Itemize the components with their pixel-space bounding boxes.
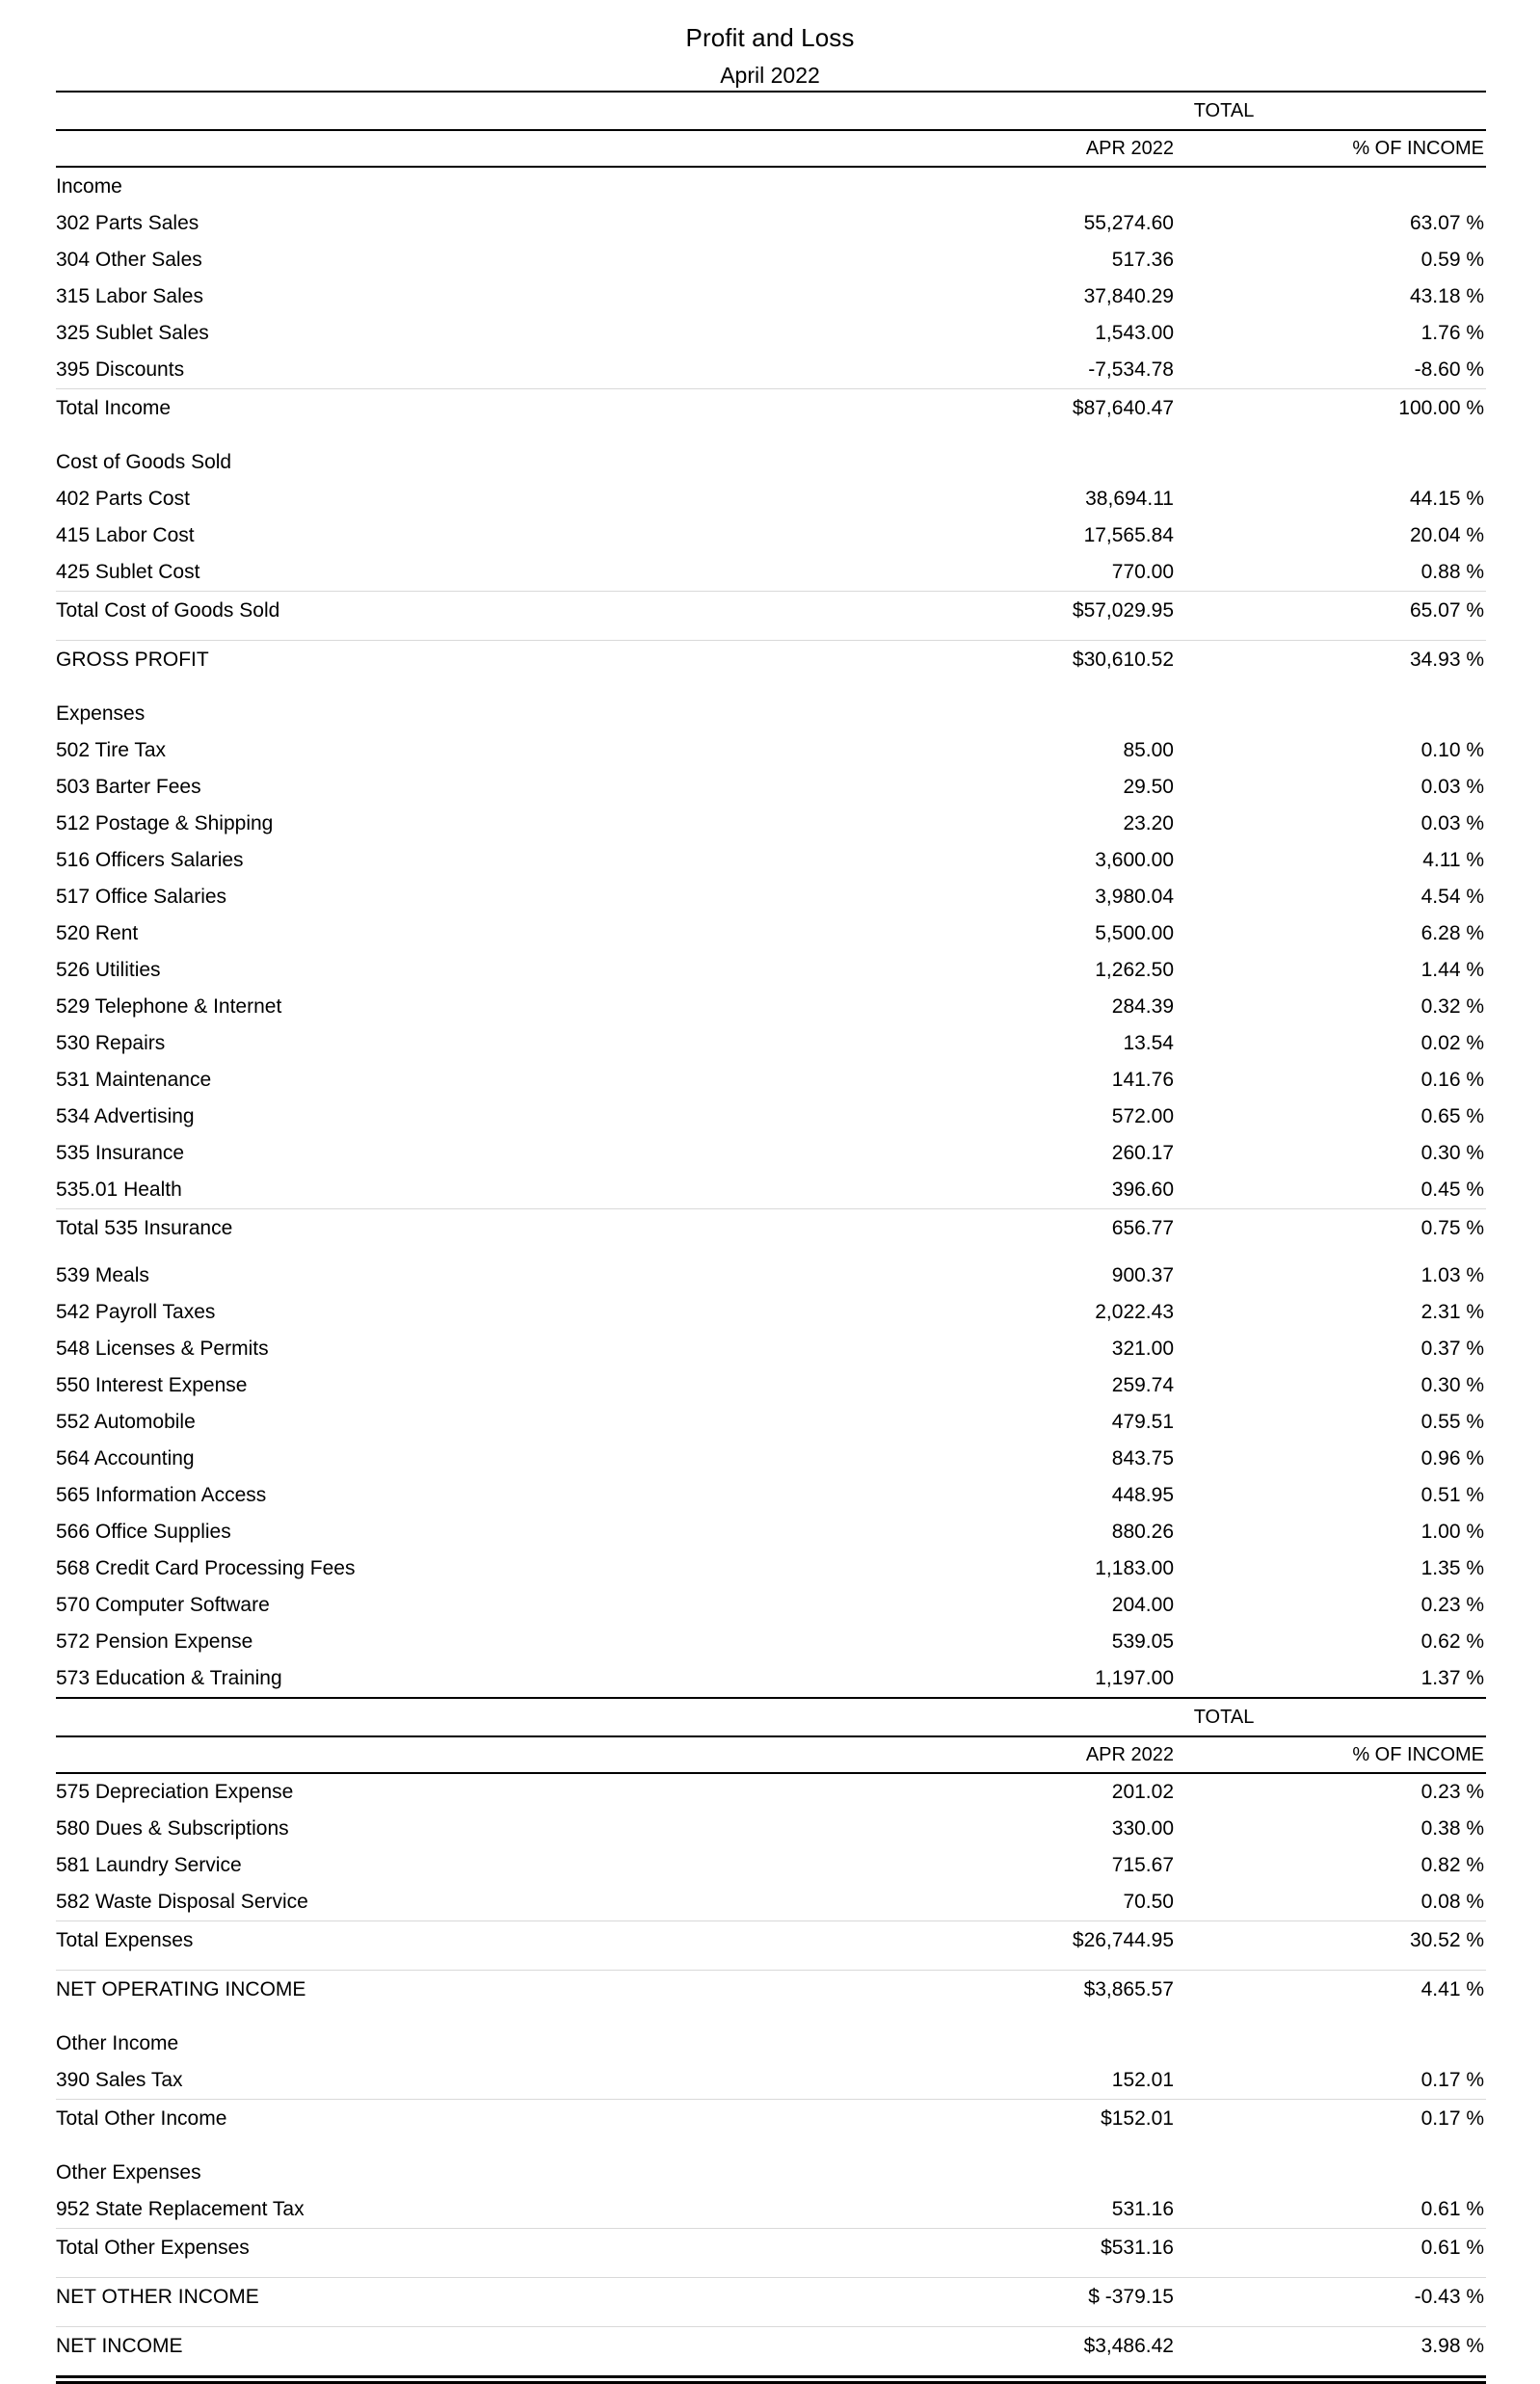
row-percent: 0.08 % bbox=[1421, 1891, 1485, 1913]
row-percent: 2.31 % bbox=[1421, 1301, 1485, 1323]
row-label: 402 Parts Cost bbox=[56, 488, 190, 510]
table-row bbox=[56, 2191, 1486, 2229]
table-row bbox=[56, 1367, 1486, 1404]
row-label: 550 Interest Expense bbox=[56, 1374, 248, 1396]
row-label: 570 Computer Software bbox=[56, 1594, 270, 1616]
row-label: 580 Dues & Subscriptions bbox=[56, 1817, 289, 1840]
header-blank-cell bbox=[56, 130, 962, 167]
summary-row-label: GROSS PROFIT bbox=[56, 641, 962, 680]
row-amount: 900.37 bbox=[1111, 1264, 1174, 1286]
spacer-cell bbox=[56, 630, 1486, 641]
table-row bbox=[56, 1135, 1486, 1172]
total-row-label: Total Other Income bbox=[56, 2100, 962, 2139]
profit-loss-table bbox=[56, 91, 1486, 2366]
total-row-percent: 0.17 % bbox=[1176, 2100, 1486, 2139]
total-row-percent: 0.75 % bbox=[1176, 1209, 1486, 1249]
table-row bbox=[56, 1062, 1486, 1099]
summary-row-amount: $3,865.57 bbox=[962, 1971, 1176, 2010]
row-label: 548 Licenses & Permits bbox=[56, 1338, 269, 1360]
table-row bbox=[56, 732, 1486, 769]
row-percent: 0.82 % bbox=[1421, 1854, 1485, 1876]
row-amount: 572.00 bbox=[1111, 1105, 1174, 1127]
row-percent: 0.61 % bbox=[1421, 2198, 1485, 2220]
row-label: 315 Labor Sales bbox=[56, 285, 203, 307]
row-amount: 1,543.00 bbox=[1095, 322, 1174, 344]
summary-row-amount: $30,610.52 bbox=[962, 641, 1176, 680]
row-label: 503 Barter Fees bbox=[56, 776, 201, 798]
report-title-block bbox=[0, 0, 1540, 91]
row-amount: 152.01 bbox=[1111, 2069, 1174, 2091]
row-percent: 1.76 % bbox=[1421, 322, 1485, 344]
row-label: 565 Information Access bbox=[56, 1484, 267, 1506]
summary-row-percent: -0.43 % bbox=[1176, 2278, 1486, 2318]
row-percent: 0.30 % bbox=[1421, 1374, 1485, 1396]
table-row bbox=[56, 1624, 1486, 1660]
row-percent: 0.38 % bbox=[1421, 1817, 1485, 1840]
page-title: Profit and Loss bbox=[685, 23, 855, 52]
row-amount: 448.95 bbox=[1111, 1484, 1174, 1506]
row-amount: 539.05 bbox=[1111, 1630, 1174, 1653]
row-amount: 201.02 bbox=[1111, 1781, 1174, 1803]
section-header-percent bbox=[1176, 695, 1486, 732]
table-row bbox=[56, 352, 1486, 389]
summary-row-amount: $ -379.15 bbox=[962, 2278, 1176, 2318]
row-percent: 0.51 % bbox=[1421, 1484, 1485, 1506]
total-other-expenses-row bbox=[56, 2229, 1486, 2268]
row-amount: 17,565.84 bbox=[1083, 524, 1174, 546]
row-label: 534 Advertising bbox=[56, 1105, 195, 1127]
spacer-row bbox=[56, 630, 1486, 641]
section-header-row bbox=[56, 2025, 1486, 2062]
spacer-row bbox=[56, 2138, 1486, 2154]
row-percent: 0.88 % bbox=[1421, 561, 1485, 583]
total-row-label: Total Other Expenses bbox=[56, 2229, 962, 2268]
summary-row-percent: 4.41 % bbox=[1176, 1971, 1486, 2010]
row-percent: 0.45 % bbox=[1421, 1179, 1485, 1201]
row-percent: 0.62 % bbox=[1421, 1630, 1485, 1653]
row-percent: 44.15 % bbox=[1409, 488, 1485, 510]
section-header-amount bbox=[962, 695, 1176, 732]
row-label: 952 State Replacement Tax bbox=[56, 2198, 305, 2220]
summary-row-label: NET INCOME bbox=[56, 2327, 962, 2367]
spacer-cell bbox=[56, 428, 1486, 443]
row-percent: 0.37 % bbox=[1421, 1338, 1485, 1360]
row-label: 530 Repairs bbox=[56, 1032, 166, 1054]
row-amount: 55,274.60 bbox=[1083, 212, 1174, 234]
total-row-percent: 100.00 % bbox=[1176, 389, 1486, 429]
table-row bbox=[56, 205, 1486, 242]
section-header-amount bbox=[962, 2154, 1176, 2191]
row-percent: 0.96 % bbox=[1421, 1447, 1485, 1470]
row-percent: 6.28 % bbox=[1421, 922, 1485, 944]
row-percent: 0.10 % bbox=[1421, 739, 1485, 761]
row-label: 542 Payroll Taxes bbox=[56, 1301, 216, 1323]
spacer-cell bbox=[56, 2267, 1486, 2278]
row-percent: 0.30 % bbox=[1421, 1142, 1485, 1164]
row-label: 581 Laundry Service bbox=[56, 1854, 242, 1876]
row-percent: 0.03 % bbox=[1421, 776, 1485, 798]
section-header-row bbox=[56, 443, 1486, 481]
row-percent: 0.23 % bbox=[1421, 1594, 1485, 1616]
table-row bbox=[56, 1550, 1486, 1587]
table-row bbox=[56, 242, 1486, 278]
row-amount: 85.00 bbox=[1123, 739, 1174, 761]
spacer-cell bbox=[56, 679, 1486, 695]
row-label: 539 Meals bbox=[56, 1264, 149, 1286]
table-row bbox=[56, 1773, 1486, 1811]
header-total-label: TOTAL bbox=[962, 92, 1486, 130]
row-label: 502 Tire Tax bbox=[56, 739, 167, 761]
table-row bbox=[56, 1025, 1486, 1062]
row-label: 304 Other Sales bbox=[56, 249, 202, 271]
row-amount: 1,183.00 bbox=[1095, 1557, 1174, 1579]
header-percent-label: % OF INCOME bbox=[1176, 130, 1486, 167]
row-amount: 260.17 bbox=[1111, 1142, 1174, 1164]
row-amount: 715.67 bbox=[1111, 1854, 1174, 1876]
table-row bbox=[56, 1660, 1486, 1698]
row-amount: -7,534.78 bbox=[1088, 358, 1174, 381]
spacer-cell bbox=[56, 2009, 1486, 2025]
table-row bbox=[56, 1477, 1486, 1514]
row-label: 575 Depreciation Expense bbox=[56, 1781, 294, 1803]
row-amount: 29.50 bbox=[1123, 776, 1174, 798]
net-other-income-row bbox=[56, 2278, 1486, 2318]
spacer-row bbox=[56, 428, 1486, 443]
total-row-amount: 656.77 bbox=[962, 1209, 1176, 1249]
summary-row-percent: 3.98 % bbox=[1176, 2327, 1486, 2367]
row-amount: 843.75 bbox=[1111, 1447, 1174, 1470]
row-label: 529 Telephone & Internet bbox=[56, 995, 282, 1018]
table-row bbox=[56, 1441, 1486, 1477]
total-row-percent: 65.07 % bbox=[1176, 592, 1486, 631]
spacer-row bbox=[56, 679, 1486, 695]
section-header-label: Other Expenses bbox=[56, 2161, 201, 2184]
spacer-row bbox=[56, 2009, 1486, 2025]
row-amount: 1,197.00 bbox=[1095, 1667, 1174, 1689]
row-percent: 1.35 % bbox=[1421, 1557, 1485, 1579]
total-row-label: Total 535 Insurance bbox=[56, 1209, 962, 1249]
total-insurance-row bbox=[56, 1209, 1486, 1249]
section-header-row bbox=[56, 695, 1486, 732]
table-row bbox=[56, 315, 1486, 352]
row-amount: 37,840.29 bbox=[1083, 285, 1174, 307]
row-percent: 0.32 % bbox=[1421, 995, 1485, 1018]
section-header-amount bbox=[962, 2025, 1176, 2062]
total-row-amount: $152.01 bbox=[962, 2100, 1176, 2139]
spacer-row bbox=[56, 1248, 1486, 1258]
row-amount: 330.00 bbox=[1111, 1817, 1174, 1840]
table-header-total-row bbox=[56, 92, 1486, 130]
table-row bbox=[56, 1258, 1486, 1294]
row-percent: 63.07 % bbox=[1409, 212, 1485, 234]
row-percent: 1.44 % bbox=[1421, 959, 1485, 981]
section-header-row bbox=[56, 167, 1486, 205]
row-amount: 2,022.43 bbox=[1095, 1301, 1174, 1323]
row-amount: 5,500.00 bbox=[1095, 922, 1174, 944]
row-label: 516 Officers Salaries bbox=[56, 849, 244, 871]
row-percent: 1.37 % bbox=[1421, 1667, 1485, 1689]
table-header-total-row bbox=[56, 1698, 1486, 1736]
table-row bbox=[56, 1294, 1486, 1331]
row-label: 325 Sublet Sales bbox=[56, 322, 209, 344]
section-header-label: Cost of Goods Sold bbox=[56, 451, 232, 473]
table-row bbox=[56, 1514, 1486, 1550]
summary-row-percent: 34.93 % bbox=[1176, 641, 1486, 680]
spacer-cell bbox=[56, 2138, 1486, 2154]
section-header-percent bbox=[1176, 443, 1486, 481]
spacer-row bbox=[56, 2317, 1486, 2327]
row-label: 573 Education & Training bbox=[56, 1667, 282, 1689]
row-amount: 23.20 bbox=[1123, 812, 1174, 834]
row-label: 535 Insurance bbox=[56, 1142, 185, 1164]
table-header-columns-row bbox=[56, 130, 1486, 167]
header-percent-label: % OF INCOME bbox=[1176, 1736, 1486, 1773]
summary-row-label: NET OTHER INCOME bbox=[56, 2278, 962, 2318]
table-row bbox=[56, 842, 1486, 879]
table-row bbox=[56, 1811, 1486, 1847]
section-header-row bbox=[56, 2154, 1486, 2191]
row-label: 520 Rent bbox=[56, 922, 139, 944]
table-row bbox=[56, 989, 1486, 1025]
row-label: 568 Credit Card Processing Fees bbox=[56, 1557, 356, 1579]
row-percent: 20.04 % bbox=[1409, 524, 1485, 546]
section-header-label: Expenses bbox=[56, 702, 146, 725]
net-income-row bbox=[56, 2327, 1486, 2367]
net-operating-income-row bbox=[56, 1971, 1486, 2010]
table-bottom-rule bbox=[56, 2375, 1486, 2384]
row-amount: 38,694.11 bbox=[1085, 488, 1174, 510]
total-expenses-row bbox=[56, 1921, 1486, 1961]
row-amount: 13.54 bbox=[1123, 1032, 1174, 1054]
row-percent: 0.59 % bbox=[1421, 249, 1485, 271]
row-amount: 3,600.00 bbox=[1095, 849, 1174, 871]
row-label: 535.01 Health bbox=[56, 1179, 182, 1201]
gross-profit-row bbox=[56, 641, 1486, 680]
table-row bbox=[56, 1884, 1486, 1921]
table-row bbox=[56, 1404, 1486, 1441]
header-blank-cell bbox=[56, 1736, 962, 1773]
header-period-label: APR 2022 bbox=[962, 130, 1176, 167]
table-row bbox=[56, 806, 1486, 842]
row-label: 425 Sublet Cost bbox=[56, 561, 200, 583]
total-row-label: Total Cost of Goods Sold bbox=[56, 592, 962, 631]
row-amount: 479.51 bbox=[1111, 1411, 1174, 1433]
row-label: 512 Postage & Shipping bbox=[56, 812, 274, 834]
table-row bbox=[56, 1172, 1486, 1209]
total-row-label: Total Income bbox=[56, 389, 962, 429]
row-label: 517 Office Salaries bbox=[56, 886, 227, 908]
table-row bbox=[56, 1847, 1486, 1884]
row-percent: 0.03 % bbox=[1421, 812, 1485, 834]
total-row-amount: $87,640.47 bbox=[962, 389, 1176, 429]
spacer-row bbox=[56, 2267, 1486, 2278]
row-amount: 259.74 bbox=[1111, 1374, 1174, 1396]
total-row-amount: $26,744.95 bbox=[962, 1921, 1176, 1961]
total-row-amount: $57,029.95 bbox=[962, 592, 1176, 631]
section-header-amount bbox=[962, 443, 1176, 481]
row-amount: 880.26 bbox=[1111, 1521, 1174, 1543]
row-percent: 43.18 % bbox=[1409, 285, 1485, 307]
section-header-label: Income bbox=[56, 175, 122, 198]
table-row bbox=[56, 554, 1486, 592]
summary-row-amount: $3,486.42 bbox=[962, 2327, 1176, 2367]
row-amount: 517.36 bbox=[1111, 249, 1174, 271]
row-amount: 770.00 bbox=[1111, 561, 1174, 583]
row-percent: 0.55 % bbox=[1421, 1411, 1485, 1433]
row-percent: 0.65 % bbox=[1421, 1105, 1485, 1127]
header-spacer-cell bbox=[56, 92, 962, 130]
row-amount: 1,262.50 bbox=[1095, 959, 1174, 981]
row-label: 302 Parts Sales bbox=[56, 212, 199, 234]
row-amount: 396.60 bbox=[1111, 1179, 1174, 1201]
total-row-label: Total Expenses bbox=[56, 1921, 962, 1961]
row-label: 566 Office Supplies bbox=[56, 1521, 231, 1543]
spacer-cell bbox=[56, 1960, 1486, 1971]
section-header-percent bbox=[1176, 167, 1486, 205]
row-amount: 204.00 bbox=[1111, 1594, 1174, 1616]
row-label: 390 Sales Tax bbox=[56, 2069, 183, 2091]
table-row bbox=[56, 769, 1486, 806]
row-amount: 284.39 bbox=[1111, 995, 1174, 1018]
table-row bbox=[56, 481, 1486, 517]
section-header-percent bbox=[1176, 2154, 1486, 2191]
row-percent: 4.54 % bbox=[1421, 886, 1485, 908]
total-row-amount: $531.16 bbox=[962, 2229, 1176, 2268]
row-label: 531 Maintenance bbox=[56, 1069, 212, 1091]
table-row bbox=[56, 915, 1486, 952]
table-row bbox=[56, 517, 1486, 554]
section-header-percent bbox=[1176, 2025, 1486, 2062]
row-label: 582 Waste Disposal Service bbox=[56, 1891, 308, 1913]
row-label: 572 Pension Expense bbox=[56, 1630, 253, 1653]
total-income-row bbox=[56, 389, 1486, 429]
total-row-percent: 30.52 % bbox=[1176, 1921, 1486, 1961]
row-percent: -8.60 % bbox=[1414, 358, 1485, 381]
total-row-percent: 0.61 % bbox=[1176, 2229, 1486, 2268]
total-other-income-row bbox=[56, 2100, 1486, 2139]
row-label: 415 Labor Cost bbox=[56, 524, 195, 546]
summary-row-label: NET OPERATING INCOME bbox=[56, 1971, 962, 2010]
spacer-cell bbox=[56, 2317, 1486, 2327]
row-label: 564 Accounting bbox=[56, 1447, 195, 1470]
row-percent: 0.02 % bbox=[1421, 1032, 1485, 1054]
section-header-label: Other Income bbox=[56, 2032, 179, 2054]
row-percent: 4.11 % bbox=[1422, 849, 1485, 871]
row-percent: 0.23 % bbox=[1421, 1781, 1485, 1803]
row-percent: 0.17 % bbox=[1421, 2069, 1485, 2091]
row-label: 526 Utilities bbox=[56, 959, 161, 981]
row-percent: 0.16 % bbox=[1421, 1069, 1485, 1091]
page-subtitle: April 2022 bbox=[720, 63, 820, 88]
row-label: 395 Discounts bbox=[56, 358, 185, 381]
table-row bbox=[56, 952, 1486, 989]
row-amount: 531.16 bbox=[1111, 2198, 1174, 2220]
total-cogs-row bbox=[56, 592, 1486, 631]
row-amount: 70.50 bbox=[1123, 1891, 1174, 1913]
table-row bbox=[56, 278, 1486, 315]
row-amount: 321.00 bbox=[1111, 1338, 1174, 1360]
table-row bbox=[56, 1331, 1486, 1367]
section-header-amount bbox=[962, 167, 1176, 205]
table-row bbox=[56, 1099, 1486, 1135]
row-amount: 3,980.04 bbox=[1095, 886, 1174, 908]
table-row bbox=[56, 1587, 1486, 1624]
table-header-columns-row bbox=[56, 1736, 1486, 1773]
header-spacer-cell bbox=[56, 1698, 962, 1736]
row-amount: 141.76 bbox=[1111, 1069, 1174, 1091]
row-label: 552 Automobile bbox=[56, 1411, 196, 1433]
table-row bbox=[56, 2062, 1486, 2100]
row-percent: 1.03 % bbox=[1421, 1264, 1485, 1286]
table-row bbox=[56, 879, 1486, 915]
spacer-row bbox=[56, 1960, 1486, 1971]
header-total-label: TOTAL bbox=[962, 1698, 1486, 1736]
spacer-cell bbox=[56, 1248, 1486, 1258]
row-percent: 1.00 % bbox=[1421, 1521, 1485, 1543]
header-period-label: APR 2022 bbox=[962, 1736, 1176, 1773]
